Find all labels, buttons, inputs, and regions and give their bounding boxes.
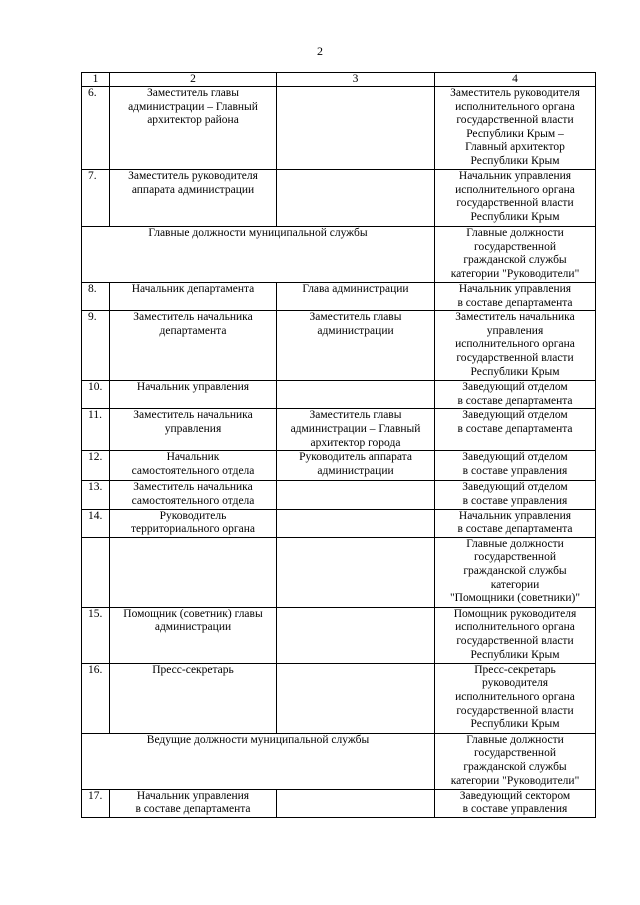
civil-service-position: Заместитель руководителя исполнительного органа государственной власти Республики Крым – Главный архитектор Республики Крым	[435, 87, 596, 170]
alt-municipal-position	[277, 481, 435, 509]
civil-service-position: Начальник управления исполнительного органа государственной власти Республики Крым	[435, 170, 596, 227]
municipal-position: Начальник самостоятельного отдела	[110, 451, 277, 481]
civil-service-position: Начальник управления в составе департамента	[435, 509, 596, 537]
municipal-position: Начальник управления	[110, 381, 277, 409]
civil-service-position: Заместитель начальника управления исполнительного органа государственной власти Республики Крым	[435, 311, 596, 381]
municipal-position: Пресс-секретарь	[110, 663, 277, 733]
table-row	[82, 481, 596, 509]
row-number: 13.	[82, 481, 110, 509]
section-header-row	[82, 227, 596, 283]
alt-municipal-position: Глава администрации	[277, 283, 435, 311]
row-number: 12.	[82, 451, 110, 481]
municipal-position: Начальник департамента	[110, 283, 277, 311]
civil-service-position: Главные должности государственной гражданской службы категории "Руководители"	[435, 227, 596, 283]
table-row	[82, 381, 596, 409]
alt-municipal-position: Руководитель аппарата администрации	[277, 451, 435, 481]
alt-municipal-position	[277, 537, 435, 607]
row-number: 16.	[82, 663, 110, 733]
municipal-position: Руководитель территориального органа	[110, 509, 277, 537]
municipal-position: Заместитель главы администрации – Главный архитектор района	[110, 87, 277, 170]
positions-table-body	[82, 73, 596, 818]
positions-table	[81, 72, 596, 818]
row-number: 14.	[82, 509, 110, 537]
row-number: 8.	[82, 283, 110, 311]
municipal-position: Заместитель начальника департамента	[110, 311, 277, 381]
municipal-position: Заместитель начальника самостоятельного отдела	[110, 481, 277, 509]
table-row	[82, 451, 596, 481]
alt-municipal-position	[277, 170, 435, 227]
row-number: 10.	[82, 381, 110, 409]
civil-service-position: Начальник управления в составе департамента	[435, 283, 596, 311]
column-header: 1	[82, 73, 110, 87]
civil-service-position: Заведующий сектором в составе управления	[435, 789, 596, 817]
table-row	[82, 537, 596, 607]
alt-municipal-position	[277, 789, 435, 817]
civil-service-position: Пресс-секретарь руководителя исполнительного органа государственной власти Республики Крым	[435, 663, 596, 733]
municipal-position: Заместитель руководителя аппарата администрации	[110, 170, 277, 227]
civil-service-position: Заведующий отделом в составе департамента	[435, 409, 596, 451]
municipal-position: Начальник управления в составе департамента	[110, 789, 277, 817]
column-header: 4	[435, 73, 596, 87]
alt-municipal-position: Заместитель главы администрации	[277, 311, 435, 381]
section-title: Ведущие должности муниципальной службы	[82, 733, 435, 789]
table-row	[82, 87, 596, 170]
civil-service-position: Главные должности государственной гражданской службы категории "Помощники (советники)"	[435, 537, 596, 607]
table-row	[82, 170, 596, 227]
civil-service-position: Заведующий отделом в составе управления	[435, 481, 596, 509]
table-row	[82, 663, 596, 733]
table-row	[82, 509, 596, 537]
section-header-row	[82, 733, 596, 789]
civil-service-position: Заведующий отделом в составе управления	[435, 451, 596, 481]
row-number: 11.	[82, 409, 110, 451]
alt-municipal-position	[277, 381, 435, 409]
row-number	[82, 537, 110, 607]
alt-municipal-position	[277, 607, 435, 663]
civil-service-position: Помощник руководителя исполнительного органа государственной власти Республики Крым	[435, 607, 596, 663]
municipal-position: Заместитель начальника управления	[110, 409, 277, 451]
alt-municipal-position	[277, 509, 435, 537]
municipal-position: Помощник (советник) главы администрации	[110, 607, 277, 663]
table-header-row	[82, 73, 596, 87]
alt-municipal-position	[277, 87, 435, 170]
table-row	[82, 283, 596, 311]
alt-municipal-position	[277, 663, 435, 733]
alt-municipal-position: Заместитель главы администрации – Главный архитектор города	[277, 409, 435, 451]
row-number: 6.	[82, 87, 110, 170]
row-number: 7.	[82, 170, 110, 227]
civil-service-position: Главные должности государственной гражданской службы категории "Руководители"	[435, 733, 596, 789]
column-header: 3	[277, 73, 435, 87]
table-row	[82, 789, 596, 817]
row-number: 17.	[82, 789, 110, 817]
municipal-position	[110, 537, 277, 607]
row-number: 9.	[82, 311, 110, 381]
section-title: Главные должности муниципальной службы	[82, 227, 435, 283]
page-number: 2	[317, 44, 323, 58]
column-header: 2	[110, 73, 277, 87]
civil-service-position: Заведующий отделом в составе департамента	[435, 381, 596, 409]
table-row	[82, 409, 596, 451]
row-number: 15.	[82, 607, 110, 663]
table-row	[82, 311, 596, 381]
table-row	[82, 607, 596, 663]
